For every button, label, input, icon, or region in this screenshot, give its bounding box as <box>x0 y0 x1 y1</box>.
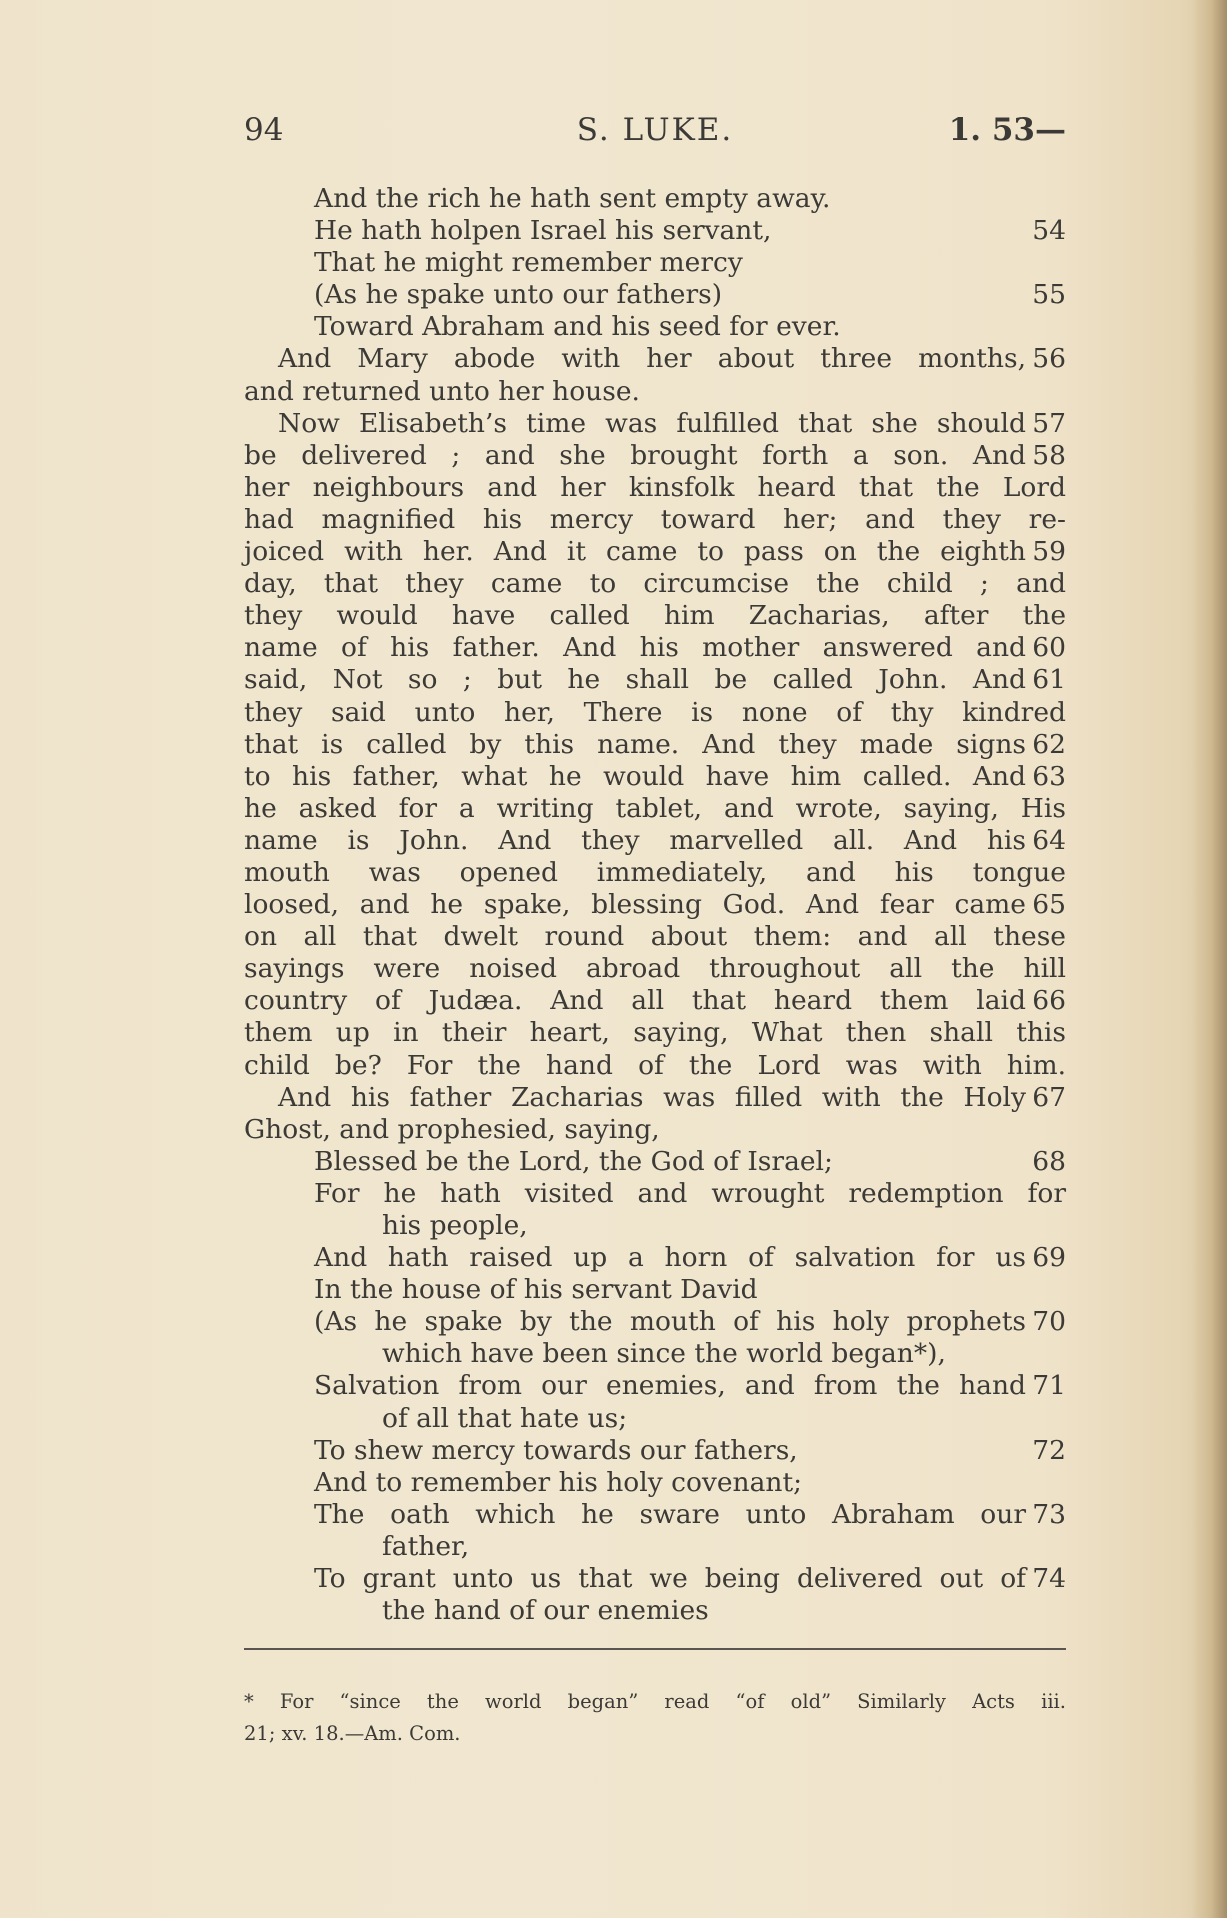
line-text: day, that they came to circumcise the child ; and <box>244 568 1066 600</box>
verse-number: 57 <box>1032 407 1066 439</box>
text-line <box>244 504 1066 536</box>
text-line <box>244 311 1066 343</box>
text-line <box>244 472 1066 504</box>
text-line <box>244 664 1066 696</box>
line-text: To grant unto us that we being delivered out of <box>314 1563 1026 1595</box>
line-text: And his father Zacharias was filled with the Holy <box>278 1081 1026 1113</box>
line-text: and returned unto her house. <box>244 375 640 407</box>
text-line <box>244 985 1066 1017</box>
text-line <box>244 600 1066 632</box>
line-text: And Mary abode with her about three months, <box>278 343 1026 375</box>
text-line <box>244 793 1066 825</box>
line-text: country of Judæa. And all that heard them laid <box>244 985 1026 1017</box>
footnote-line-1: * For “since the world began” read “of old” Similarly Acts iii. <box>244 1690 1066 1713</box>
page-number: 94 <box>244 112 284 148</box>
line-text: they said unto her, There is none of thy kindred <box>244 696 1066 728</box>
text-line <box>244 1563 1066 1595</box>
text-line <box>244 1370 1066 1402</box>
line-text: To shew mercy towards our fathers, <box>314 1434 798 1466</box>
line-text: Now Elisabeth’s time was fulfilled that she should <box>278 407 1026 439</box>
line-text: they would have called him Zacharias, after the <box>244 600 1066 632</box>
text-line <box>244 697 1066 729</box>
line-text: he asked for a writing tablet, and wrote, saying, His <box>244 792 1066 824</box>
line-text: on all that dwelt round about them: and all these <box>244 921 1066 953</box>
line-text: had magnified his mercy toward her; and they re- <box>244 503 1066 535</box>
line-text: be delivered ; and she brought forth a son. And <box>244 439 1026 471</box>
line-text: That he might remember mercy <box>314 247 743 279</box>
text-line <box>244 1274 1066 1306</box>
text-line <box>244 247 1066 279</box>
line-text: father, <box>382 1530 470 1562</box>
text-line <box>244 729 1066 761</box>
text-line <box>244 408 1066 440</box>
verse-number: 70 <box>1032 1306 1066 1338</box>
line-text: And the rich he hath sent empty away. <box>314 183 831 214</box>
text-line <box>244 1178 1066 1210</box>
line-text: And hath raised up a horn of salvation for us <box>314 1242 1026 1274</box>
line-text: his people, <box>382 1210 528 1241</box>
text-line <box>244 632 1066 664</box>
line-text: The oath which he sware unto Abraham our <box>314 1498 1026 1530</box>
text-line <box>244 825 1066 857</box>
scripture-text <box>244 183 1066 1627</box>
text-line <box>244 568 1066 600</box>
verse-number: 59 <box>1032 536 1066 568</box>
line-text: Blessed be the Lord, the God of Israel; <box>314 1145 833 1177</box>
running-title: S. LUKE. <box>576 112 734 148</box>
line-text: which have been since the world began*), <box>382 1338 946 1370</box>
text-line <box>244 1082 1066 1114</box>
line-text: the hand of our enemies <box>382 1595 709 1627</box>
text-line <box>244 376 1066 408</box>
line-text: to his father, what he would have him called. And <box>244 760 1026 792</box>
verse-number: 66 <box>1032 985 1066 1017</box>
text-line <box>244 1114 1066 1146</box>
line-text: of all that hate us; <box>382 1402 628 1434</box>
text-line <box>244 536 1066 568</box>
line-text: that is called by this name. And they made signs <box>244 728 1026 760</box>
text-line <box>244 1467 1066 1499</box>
verse-number: 72 <box>1032 1434 1066 1466</box>
text-line <box>244 1435 1066 1467</box>
line-text: In the house of his servant David <box>314 1274 758 1306</box>
verse-number: 58 <box>1032 439 1066 471</box>
line-text: joiced with her. And it came to pass on the eighth <box>244 536 1026 568</box>
text-line <box>244 1306 1066 1338</box>
text-line <box>244 1242 1066 1274</box>
text-line <box>244 1403 1066 1435</box>
footnote-rule <box>244 1648 1066 1650</box>
line-text: For he hath visited and wrought redemption for <box>314 1177 1066 1209</box>
text-line <box>244 1595 1066 1627</box>
verse-number: 55 <box>1032 279 1066 311</box>
line-text: child be? For the hand of the Lord was with him. <box>244 1049 1066 1081</box>
chapter-verse-reference: 1. 53— <box>948 112 1066 148</box>
line-text: loosed, and he spake, blessing God. And fear came <box>244 889 1026 921</box>
running-header <box>244 112 1066 148</box>
verse-number: 62 <box>1032 728 1066 760</box>
verse-number: 54 <box>1032 215 1066 247</box>
footnote-line-2: 21; xv. 18.—Am. Com. <box>244 1722 461 1745</box>
text-line <box>244 1338 1066 1370</box>
line-text: name is John. And they marvelled all. And his <box>244 824 1026 856</box>
verse-number: 74 <box>1032 1563 1066 1595</box>
text-line <box>244 761 1066 793</box>
line-text: Ghost, and prophesied, saying, <box>244 1113 660 1145</box>
line-text: Salvation from our enemies, and from the hand <box>314 1370 1026 1402</box>
line-text: her neighbours and her kinsfolk heard that the Lord <box>244 471 1066 503</box>
text-line <box>244 215 1066 247</box>
line-text: He hath holpen Israel his servant, <box>314 215 772 247</box>
verse-number: 61 <box>1032 664 1066 696</box>
text-line <box>244 889 1066 921</box>
text-line <box>244 1017 1066 1049</box>
text-line <box>244 279 1066 311</box>
text-line <box>244 1210 1066 1242</box>
text-line <box>244 921 1066 953</box>
verse-number: 67 <box>1032 1081 1066 1113</box>
verse-number: 68 <box>1032 1145 1066 1177</box>
verse-number: 65 <box>1032 889 1066 921</box>
line-text: (As he spake unto our fathers) <box>314 279 723 311</box>
line-text: (As he spake by the mouth of his holy prophets <box>314 1306 1026 1338</box>
verse-number: 73 <box>1032 1498 1066 1530</box>
verse-number: 56 <box>1032 343 1066 375</box>
verse-number: 64 <box>1032 824 1066 856</box>
line-text: sayings were noised abroad throughout all the hill <box>244 953 1066 985</box>
line-text: And to remember his holy covenant; <box>314 1466 803 1498</box>
text-line <box>244 1531 1066 1563</box>
text-line <box>244 1050 1066 1082</box>
text-line <box>244 857 1066 889</box>
line-text: mouth was opened immediately, and his tongue <box>244 856 1066 888</box>
text-line <box>244 1146 1066 1178</box>
line-text: name of his father. And his mother answered and <box>244 632 1026 664</box>
page-edge-shadow <box>1191 0 1227 1918</box>
verse-number: 63 <box>1032 760 1066 792</box>
text-line <box>244 1499 1066 1531</box>
text-line <box>244 343 1066 375</box>
line-text: said, Not so ; but he shall be called John. And <box>244 664 1026 696</box>
verse-number: 60 <box>1032 632 1066 664</box>
line-text: Toward Abraham and his seed for ever. <box>314 311 841 343</box>
verse-number: 69 <box>1032 1242 1066 1274</box>
text-line <box>244 183 1066 215</box>
verse-number: 71 <box>1032 1370 1066 1402</box>
text-line <box>244 440 1066 472</box>
line-text: them up in their heart, saying, What then shall this <box>244 1017 1066 1049</box>
text-line <box>244 953 1066 985</box>
